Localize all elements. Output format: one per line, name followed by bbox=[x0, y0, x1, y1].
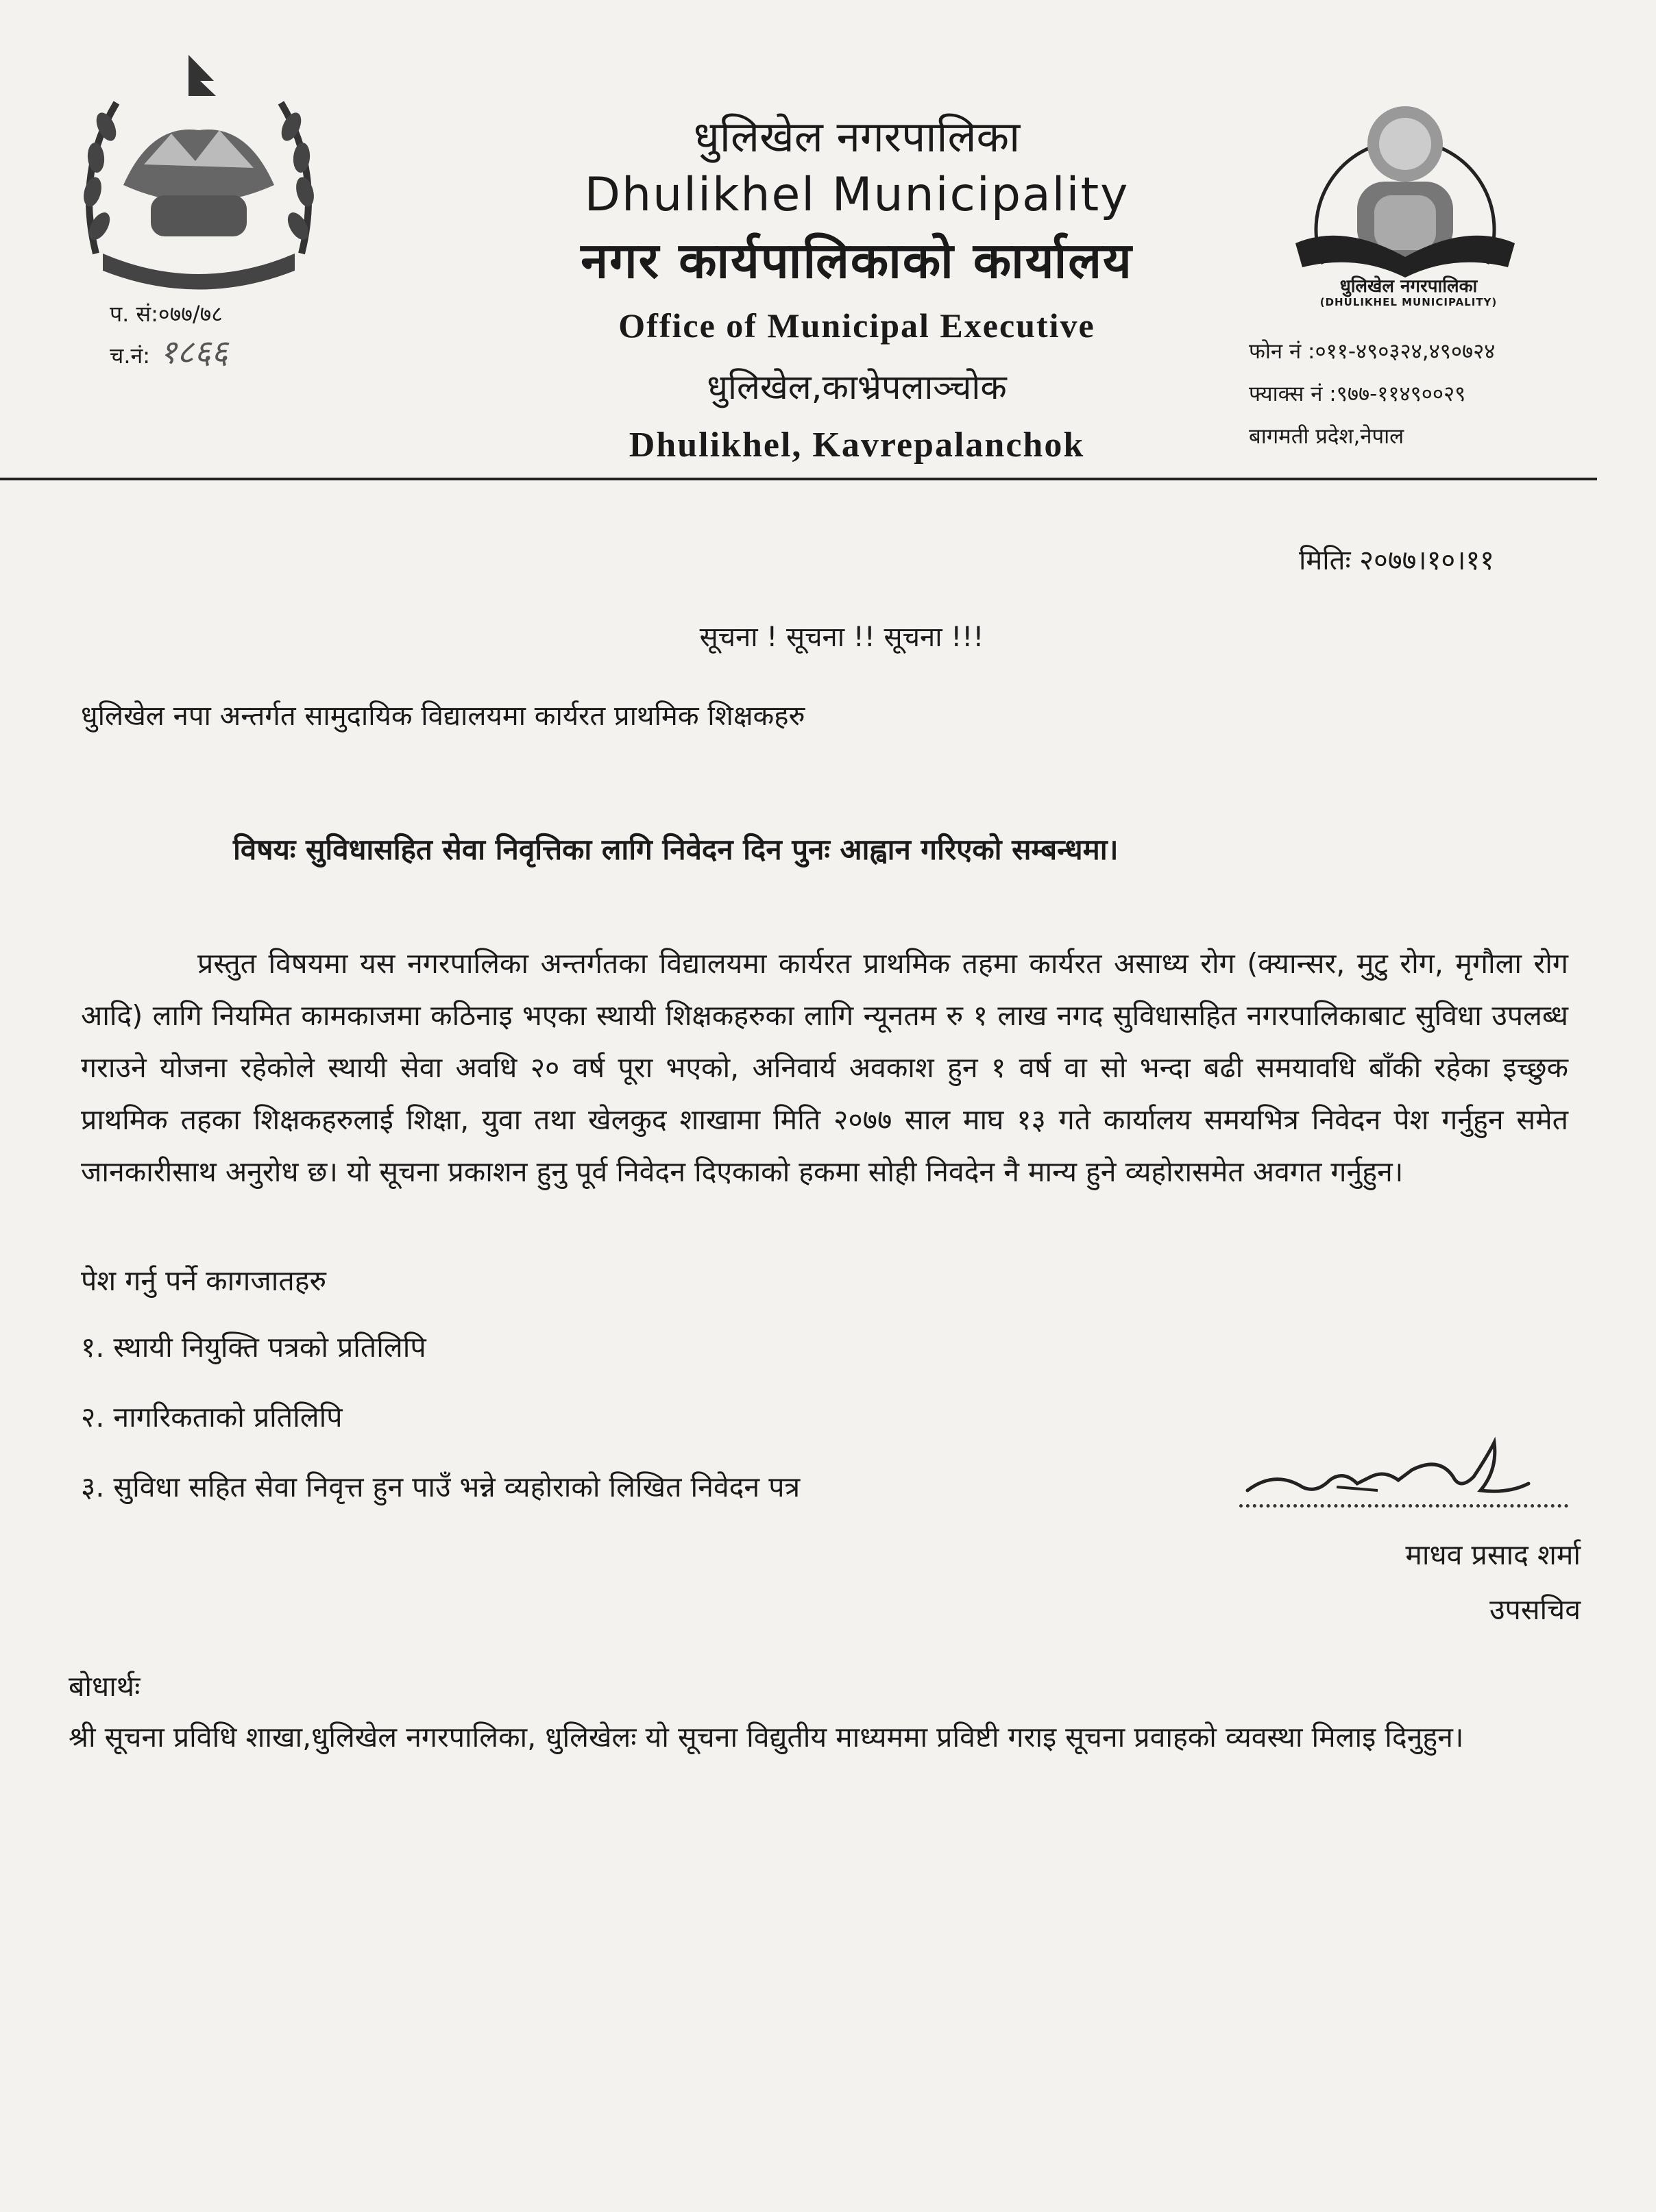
dhulikhel-logo-icon bbox=[1282, 79, 1529, 305]
dispatch-number-row bbox=[110, 333, 228, 375]
nepal-emblem-icon bbox=[69, 48, 329, 295]
header-divider bbox=[0, 478, 1597, 480]
list-item: १. स्थायी नियुक्ति पत्रको प्रतिलिपि bbox=[81, 1331, 426, 1364]
cc-text: श्री सूचना प्रविधि शाखा,धुलिखेल नगरपालिका, धुलिखेलः यो सूचना विद्युतीय माध्यममा प्रविष्टी गराइ सूचना प्रवाहको व्यवस्था मिलाइ दिनुहुन। bbox=[69, 1721, 1464, 1754]
documents-heading: पेश गर्नु पर्ने कागजातहरु bbox=[81, 1264, 327, 1297]
documents-list bbox=[81, 1312, 800, 1522]
recipient: धुलिखेल नपा अन्तर्गत सामुदायिक विद्यालयमा कार्यरत प्राथमिक शिक्षकहरु bbox=[81, 700, 805, 732]
municipality-name-en: Dhulikhel Municipality bbox=[584, 168, 1130, 222]
letter-number: प. सं:०७७/७८ bbox=[110, 301, 223, 327]
list-item: २. नागरिकताको प्रतिलिपि bbox=[81, 1401, 343, 1434]
notice-title: सूचना ! सूचना !! सूचना !!! bbox=[699, 622, 984, 653]
phone-number: फोन नं :०११-४९०३२४,४९०७२४ bbox=[1249, 339, 1496, 364]
logo-caption-en: (DHULIKHEL MUNICIPALITY) bbox=[1319, 296, 1498, 308]
logo-caption-np: धुलिखेल नगरपालिका bbox=[1339, 276, 1478, 297]
dispatch-label: च.नं: bbox=[110, 343, 151, 369]
contact-block bbox=[1249, 330, 1495, 458]
subject-line: विषयः सुविधासहित सेवा निवृत्तिका लागि निवेदन दिन पुनः आह्वान गरिएको सम्बन्धमा। bbox=[233, 833, 1119, 866]
letterhead bbox=[411, 110, 1302, 473]
signer-title: उपसचिव bbox=[1489, 1593, 1581, 1626]
dispatch-number: १८६६ bbox=[160, 333, 228, 371]
signature-line bbox=[1239, 1504, 1568, 1508]
letter-date: मितिः २०७७।१०।११ bbox=[1299, 545, 1494, 576]
office-name-en: Office of Municipal Executive bbox=[618, 306, 1095, 345]
cc-heading: बोधार्थः bbox=[69, 1670, 141, 1703]
address: बागमती प्रदेश,नेपाल bbox=[1249, 424, 1404, 449]
location-np: धुलिखेल,काभ्रेपलाञ्चोक bbox=[707, 367, 1007, 407]
fax-number: फ्याक्स नं :९७७-११४९००२९ bbox=[1249, 382, 1466, 406]
list-item: ३. सुविधा सहित सेवा निवृत्त हुन पाउँ भन्ने व्यहोराको लिखित निवेदन पत्र bbox=[81, 1471, 801, 1503]
municipality-name-np: धुलिखेल नगरपालिका bbox=[693, 112, 1021, 162]
signer-name: माधव प्रसाद शर्मा bbox=[1405, 1538, 1581, 1571]
body-paragraph: प्रस्तुत विषयमा यस नगरपालिका अन्तर्गतका विद्यालयमा कार्यरत प्राथमिक तहमा कार्यरत असाध्य रोग (क्यान्सर, मुटु रोग, मृगौला रोग आदि) लागि नियमित कामकाजमा कठिनाइ भएका स्थायी शिक्षकहरुका लागि न्यूनतम रु १ लाख नगद सुविधासहित नगरपालिकाबाट सुविधा उपलब्ध गराउने योजना रहेकोले स्थायी सेवा अवधि २० वर्ष पूरा भएको, अनिवार्य अवकाश हुन १ वर्ष वा सो भन्दा बढी समयावधि बाँकी रहेका इच्छुक प्राथमिक तहका शिक्षकहरुलाई शिक्षा, युवा तथा खेलकुद शाखामा मिति २०७७ साल माघ १३ गते कार्यालय समयभित्र निवेदन पेश गर्नुहुन समेत जानकारीसाथ अनुरोध छ। यो सूचना प्रकाशन हुनु पूर्व निवेदन दिएकाको हकमा सोही निवदेन नै मान्य हुने व्यहोरासमेत अवगत गर्नुहुन। bbox=[81, 947, 1568, 1188]
reference-block bbox=[110, 295, 228, 375]
location-en: Dhulikhel, Kavrepalanchok bbox=[629, 426, 1085, 465]
office-name-np: नगर कार्यपालिकाको कार्यालय bbox=[581, 232, 1133, 289]
